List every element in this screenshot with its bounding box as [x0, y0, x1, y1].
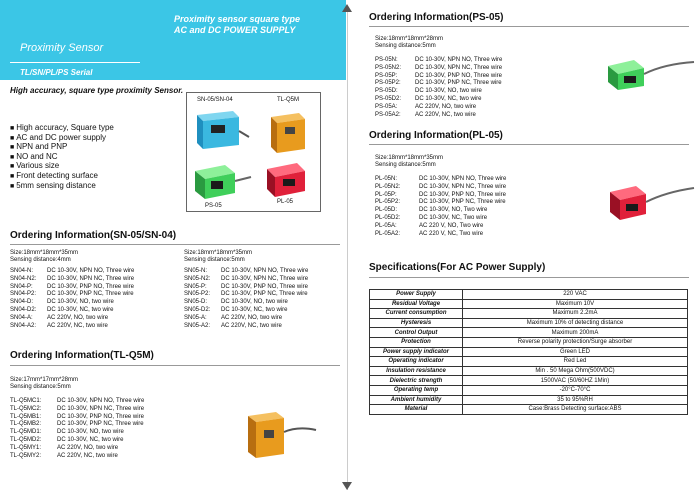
model-code: SN05-N2:	[184, 275, 211, 282]
code-row	[375, 88, 502, 96]
divider-arrow-up-icon	[342, 4, 352, 12]
model-description: AC 220 V, NO, Two wire	[419, 222, 484, 229]
spec-key: Hysteresis	[370, 318, 463, 328]
model-description: DC 10-30V, NPN NC, Three wire	[415, 64, 503, 71]
code-row	[10, 406, 144, 414]
model-description: DC 10-30V, PNP NO, Three wire	[57, 413, 144, 420]
sn-sensor-image	[197, 111, 249, 149]
tl-sensor-image	[271, 113, 305, 153]
sn-section-title: Ordering Information(SN-05/SN-04)	[10, 230, 177, 241]
code-row	[184, 315, 308, 323]
code-row	[375, 223, 506, 231]
header-banner	[0, 0, 346, 80]
feature-item: ■ AC and DC power supply	[10, 134, 114, 144]
feature-item: ■ NPN and PNP	[10, 143, 114, 153]
code-row	[375, 112, 502, 120]
code-row	[375, 207, 506, 215]
spec-value: -20°C-70°C	[463, 385, 688, 395]
model-code: TL-Q5MB2:	[10, 421, 42, 428]
ps-section-title: Ordering Information(PS-05)	[369, 12, 504, 23]
model-description: DC 10-30V, NPN NC, Three wire	[221, 275, 309, 282]
model-description: DC 10-30V, PNP NO, Three wire	[415, 72, 502, 79]
model-code: TL-Q5MC2:	[10, 405, 42, 412]
model-description: DC 10-30V, NO, Two wire	[419, 207, 488, 214]
model-code: SN05-A:	[184, 314, 207, 321]
ps-spec	[375, 36, 443, 51]
spec-value: Green LED	[463, 347, 688, 357]
model-description: DC 10-30V, NO, two wire	[47, 299, 114, 306]
banner-series: TL/SN/PL/PS Serial	[20, 68, 93, 77]
code-row	[375, 104, 502, 112]
model-description: AC 220 V, NC, Two wire	[419, 230, 484, 237]
model-code: SN05-D:	[184, 299, 208, 306]
model-code: SN04-P2:	[10, 291, 37, 298]
ps-sensor-image	[195, 165, 251, 199]
model-description: DC 10-30V, PNP NC, Three wire	[57, 421, 144, 428]
spec-row	[370, 405, 688, 415]
model-code: PL-05D:	[375, 207, 398, 214]
model-code: TL-Q5MB1:	[10, 413, 42, 420]
ps-distance: Sensing distance:5mm	[375, 43, 436, 50]
spec-key: Residual Voltage	[370, 299, 463, 309]
model-description: DC 10-30V, NC, two wire	[415, 95, 482, 102]
spec-row	[370, 318, 688, 328]
code-row	[10, 315, 134, 323]
sn04-spec	[10, 250, 78, 265]
code-row	[184, 299, 308, 307]
model-code: SN05-P:	[184, 283, 207, 290]
code-row	[10, 445, 144, 453]
spec-key: Operating indicator	[370, 357, 463, 367]
code-row	[10, 429, 144, 437]
model-description: AC 220V, NO, two wire	[221, 314, 283, 321]
banner-rule	[10, 62, 140, 63]
ps-section-rule	[369, 26, 689, 27]
code-row	[10, 414, 144, 422]
model-description: AC 220V, NC, two wire	[221, 322, 282, 329]
spec-row	[370, 299, 688, 309]
code-row	[10, 398, 144, 406]
spec-row	[370, 357, 688, 367]
pl-spec	[375, 155, 443, 170]
code-row	[375, 231, 506, 239]
sn04-code-list	[10, 268, 134, 330]
model-code: SN05-P2:	[184, 291, 211, 298]
sn04-distance: Sensing distance:4mm	[10, 257, 71, 264]
model-description: AC 220V, NO, two wire	[47, 314, 109, 321]
product-photos	[187, 93, 320, 211]
spec-value: 35 to 95%RH	[463, 395, 688, 405]
model-code: SN05-A2:	[184, 322, 211, 329]
model-description: DC 10-30V, NPN NO, Three wire	[415, 57, 503, 63]
model-description: DC 10-30V, NO, two wire	[57, 429, 124, 436]
model-description: DC 10-30V, NC, two wire	[57, 436, 124, 443]
tl-section-title: Ordering Information(TL-Q5M)	[10, 350, 154, 361]
code-row	[375, 73, 502, 81]
model-code: SN05-N:	[184, 268, 208, 274]
photo-label-sn: SN-05/SN-04	[197, 97, 233, 103]
spec-value: 1500VAC (50/60HZ 1Min)	[463, 376, 688, 386]
tl-sensor-photo	[238, 408, 318, 468]
feature-item: ■ 5mm sensing distance	[10, 182, 114, 192]
model-code: PL-05D2:	[375, 214, 401, 221]
spec-key: Power supply indicator	[370, 347, 463, 357]
tl-section-rule	[10, 365, 340, 366]
spec-row	[370, 328, 688, 338]
model-description: AC 220V, NO, two wire	[415, 103, 477, 110]
tl-size: Size:17mm*17mm*28mm	[10, 377, 79, 383]
model-description: AC 220V, NC, two wire	[57, 452, 118, 459]
model-code: PS-05D:	[375, 88, 398, 95]
spec-key: Ambient humidity	[370, 395, 463, 405]
model-description: DC 10-30V, NC, two wire	[221, 306, 288, 313]
model-code: PS-05P2:	[375, 80, 401, 87]
product-photo-box	[186, 92, 321, 212]
model-code: SN05-D2:	[184, 306, 211, 313]
spec-value: Maximum 10V	[463, 299, 688, 309]
code-row	[10, 453, 144, 461]
code-row	[375, 80, 502, 88]
sn04-size: Size:18mm*18mm*35mm	[10, 250, 79, 256]
spec-value: Maximum 10% of detecting distance	[463, 318, 688, 328]
feature-item: ■ High accuracy, Square type	[10, 124, 114, 134]
sn05-code-list	[184, 268, 308, 330]
banner-title: Proximity Sensor	[20, 42, 104, 54]
model-code: PL-05A2:	[375, 230, 401, 237]
feature-item: ■ NO and NC	[10, 153, 114, 163]
sn-section-rule	[10, 244, 340, 245]
model-description: DC 10-30V, PNP NO, Three wire	[419, 191, 506, 198]
spec-key: Control Output	[370, 328, 463, 338]
ps-code-list	[375, 57, 502, 119]
model-code: SN04-P:	[10, 283, 33, 290]
model-description: DC 10-30V, NC, Two wire	[419, 214, 488, 221]
spec-row	[370, 376, 688, 386]
code-row	[10, 276, 134, 284]
code-row	[10, 421, 144, 429]
model-code: PL-05N:	[375, 176, 398, 182]
ps-sensor-photo	[604, 52, 696, 92]
spec-row	[370, 337, 688, 347]
model-description: DC 10-30V, NPN NC, Three wire	[57, 405, 145, 412]
code-row	[10, 307, 134, 315]
specs-section-title: Specifications(For AC Power Supply)	[369, 262, 546, 273]
feature-list	[10, 124, 114, 191]
pl-section-title: Ordering Information(PL-05)	[369, 130, 503, 141]
model-description: DC 10-30V, PNP NC, Three wire	[415, 80, 502, 87]
sn05-spec	[184, 250, 252, 265]
code-row	[375, 176, 506, 184]
model-description: AC 220V, NO, two wire	[57, 444, 119, 451]
divider-arrow-down-icon	[342, 482, 352, 490]
model-code: PS-05D2:	[375, 95, 402, 102]
spec-row	[370, 309, 688, 319]
code-row	[10, 291, 134, 299]
tl-distance: Sensing distance:5mm	[10, 384, 71, 391]
code-row	[184, 268, 308, 276]
model-code: PS-05P:	[375, 72, 398, 79]
spec-key: Power Supply	[370, 290, 463, 300]
model-code: PL-05P2:	[375, 199, 401, 206]
code-row	[10, 268, 134, 276]
spec-row	[370, 385, 688, 395]
spec-key: Operating temp	[370, 385, 463, 395]
specs-table	[369, 289, 688, 415]
spec-row	[370, 347, 688, 357]
model-description: AC 220V, NC, two wire	[415, 111, 476, 118]
model-code: PS-05N2:	[375, 64, 402, 71]
code-row	[375, 96, 502, 104]
code-row	[375, 57, 502, 65]
ps-size: Size:18mm*18mm*28mm	[375, 36, 444, 42]
model-code: SN04-D2:	[10, 306, 37, 313]
model-description: DC 10-30V, PNP NC, Three wire	[47, 291, 134, 298]
model-code: SN04-N:	[10, 268, 34, 274]
photo-label-ps: PS-05	[205, 203, 222, 209]
model-code: TL-Q5MY2:	[10, 452, 42, 459]
model-code: PL-05A:	[375, 222, 397, 229]
sn05-distance: Sensing distance:5mm	[184, 257, 245, 264]
model-description: DC 10-30V, NPN NO, Three wire	[57, 398, 145, 404]
spec-key: Protection	[370, 337, 463, 347]
pl-section-rule	[369, 144, 689, 145]
spec-value: Min . 50 Mega Ohm(500VDC)	[463, 366, 688, 376]
column-divider	[347, 8, 348, 490]
feature-item: ■ Various size	[10, 162, 114, 172]
model-description: DC 10-30V, NPN NO, Three wire	[47, 268, 135, 274]
code-row	[375, 215, 506, 223]
pl-size: Size:18mm*18mm*35mm	[375, 155, 444, 161]
model-code: PS-05N:	[375, 57, 398, 63]
model-description: DC 10-30V, PNP NO, Three wire	[221, 283, 308, 290]
model-description: DC 10-30V, NPN NC, Three wire	[419, 183, 507, 190]
model-description: DC 10-30V, NC, two wire	[47, 306, 114, 313]
model-description: DC 10-30V, PNP NC, Three wire	[221, 291, 308, 298]
model-code: SN04-A2:	[10, 322, 37, 329]
photo-label-pl: PL-05	[277, 199, 294, 205]
code-row	[184, 284, 308, 292]
pl-code-list	[375, 176, 506, 238]
spec-key: Dielectric strength	[370, 376, 463, 386]
model-code: TL-Q5MY1:	[10, 444, 42, 451]
specs-section-rule	[369, 277, 689, 278]
code-row	[10, 323, 134, 331]
model-description: DC 10-30V, NPN NO, Three wire	[419, 176, 507, 182]
spec-key: Material	[370, 405, 463, 415]
spec-row	[370, 395, 688, 405]
model-code: TL-Q5MC1:	[10, 398, 42, 404]
tl-spec	[10, 377, 78, 392]
code-row	[375, 192, 506, 200]
model-description: DC 10-30V, NPN NC, Three wire	[47, 275, 135, 282]
banner-subtitle	[174, 14, 300, 36]
spec-value: Reverse polarity protection/Surge absorber	[463, 337, 688, 347]
model-description: DC 10-30V, NO, two wire	[221, 299, 288, 306]
pl-sensor-image	[267, 163, 305, 197]
code-row	[375, 199, 506, 207]
model-description: DC 10-30V, NPN NO, Three wire	[221, 268, 309, 274]
model-code: PL-05P:	[375, 191, 397, 198]
model-code: TL-Q5MD2:	[10, 436, 42, 443]
model-code: PS-05A2:	[375, 111, 401, 118]
sn05-size: Size:18mm*18mm*35mm	[184, 250, 253, 256]
pl-distance: Sensing distance:5mm	[375, 162, 436, 169]
model-description: DC 10-30V, NO, two wire	[415, 88, 482, 95]
model-code: TL-Q5MD1:	[10, 429, 42, 436]
spec-value: 220 VAC	[463, 290, 688, 300]
spec-value: Maximum 2.2mA	[463, 309, 688, 319]
spec-key: Current consumption	[370, 309, 463, 319]
model-description: AC 220V, NC, two wire	[47, 322, 108, 329]
code-row	[184, 291, 308, 299]
model-code: SN04-D:	[10, 299, 34, 306]
spec-row	[370, 290, 688, 300]
model-code: SN04-N2:	[10, 275, 37, 282]
code-row	[375, 65, 502, 73]
code-row	[10, 284, 134, 292]
code-row	[10, 437, 144, 445]
spec-key: Insulation resistance	[370, 366, 463, 376]
model-description: DC 10-30V, PNP NO, Three wire	[47, 283, 134, 290]
code-row	[10, 299, 134, 307]
model-code: PL-05N2:	[375, 183, 401, 190]
spec-row	[370, 366, 688, 376]
spec-value: Maximum 200mA	[463, 328, 688, 338]
banner-line-2: AC and DC POWER SUPPLY	[174, 25, 296, 35]
model-code: PS-05A:	[375, 103, 398, 110]
spec-value: Red Led	[463, 357, 688, 367]
banner-line-1: Proximity sensor square type	[174, 14, 301, 24]
photo-label-tl: TL-Q5M	[277, 97, 300, 103]
feature-item: ■ Front detecting surface	[10, 172, 114, 182]
code-row	[184, 276, 308, 284]
model-code: SN04-A:	[10, 314, 33, 321]
model-description: DC 10-30V, PNP NC, Three wire	[419, 199, 506, 206]
pl-sensor-photo	[604, 180, 696, 222]
spec-value: Case:Brass Detecting surface:ABS	[463, 405, 688, 415]
code-row	[184, 307, 308, 315]
code-row	[184, 323, 308, 331]
tagline: High accuracy, square type proximity Sensor.	[10, 86, 184, 95]
code-row	[375, 184, 506, 192]
tl-code-list	[10, 398, 144, 460]
